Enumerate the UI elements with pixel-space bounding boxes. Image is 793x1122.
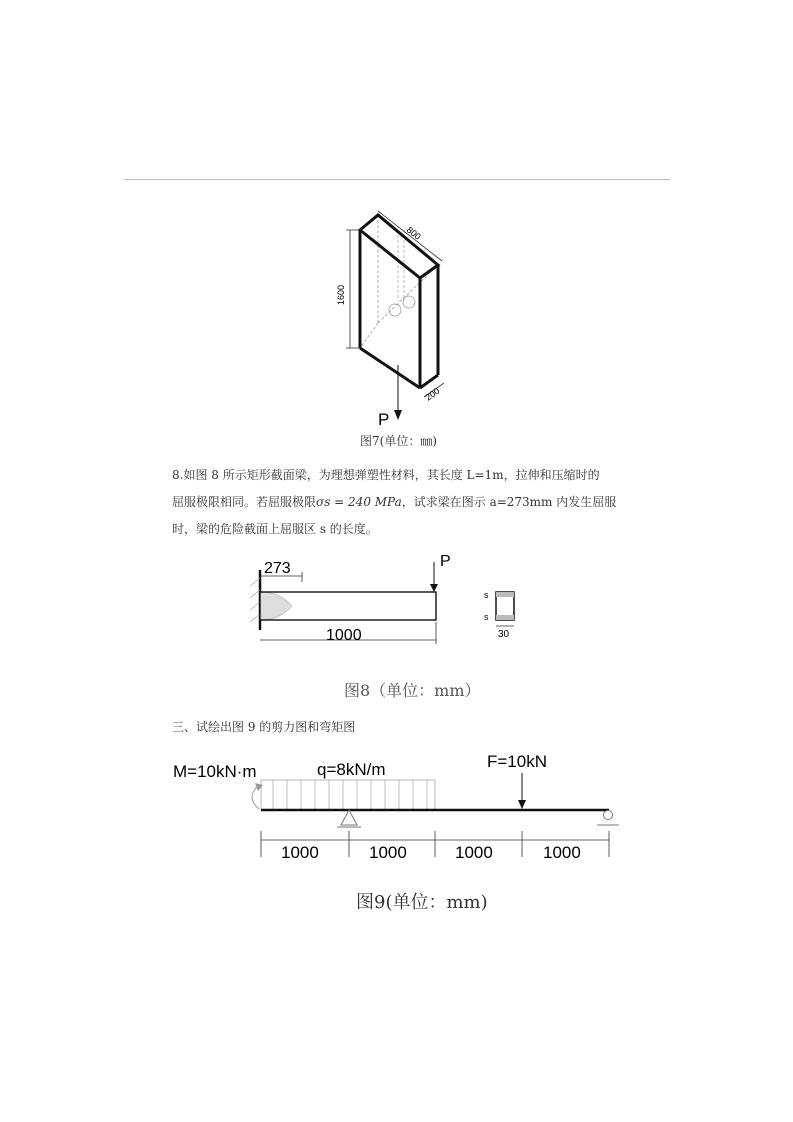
load-p-label: P <box>440 553 451 570</box>
moment-label: M=10kN·m <box>173 762 257 781</box>
section-yield-bottom <box>496 615 514 620</box>
section-3-heading: 三、试绘出图 9 的剪力图和弯矩图 <box>172 720 356 734</box>
load-arrow-head <box>430 584 438 592</box>
dim-200-label: 200 <box>423 385 442 403</box>
dim-273-label: 273 <box>264 560 291 577</box>
problem-8-line-2 <box>172 489 632 516</box>
problem-8-line-2-start: 屈服极限相同。若屈服极限 <box>172 495 317 509</box>
problem-8-line-1: 8.如图 8 所示矩形截面梁，为理想弹塑性材料，其长度 L=1m，拉伸和压缩时的 <box>172 468 600 482</box>
span-1-label: 1000 <box>281 843 319 862</box>
dim-1600-label: 1600 <box>336 284 346 305</box>
span-2-label: 1000 <box>369 843 407 862</box>
problem-8-line-3: 时，梁的危险截面上屈服区 s 的长度。 <box>172 522 378 536</box>
hidden-edge <box>378 265 438 323</box>
problem-8-line-2-end: ，试求梁在图示 a=273mm 内发生屈服 <box>401 495 617 509</box>
front-bottom-edge <box>360 348 420 388</box>
top-face <box>360 215 438 278</box>
span-3-label: 1000 <box>455 843 493 862</box>
section-yield-top <box>496 592 514 597</box>
dim-800-label: 800 <box>404 224 423 242</box>
yield-zone <box>260 592 292 620</box>
figure-7-diagram <box>320 205 480 430</box>
point-load-arrow-head <box>518 800 526 809</box>
distributed-load-arrows <box>273 780 427 810</box>
section-s-top-label: s <box>484 590 489 600</box>
point-load-label: F=10kN <box>487 752 547 771</box>
distributed-load-label: q=8kN/m <box>317 760 386 779</box>
roller-support <box>604 811 613 820</box>
figure-8-diagram <box>240 548 530 658</box>
load-p-label: P <box>378 410 390 429</box>
header-rule <box>124 179 670 180</box>
load-arrow-head <box>394 410 402 420</box>
hole-circle <box>389 304 401 316</box>
figure-8-caption: 图8（单位：mm） <box>344 681 481 700</box>
figure-7-caption: 图7(单位：㎜) <box>360 434 437 448</box>
hidden-edge <box>360 323 378 348</box>
section-s-bottom-label: s <box>484 612 489 622</box>
section-30-label: 30 <box>498 629 510 640</box>
yield-formula: σs = 240 MPa <box>316 495 402 509</box>
pin-support <box>341 810 357 825</box>
span-4-label: 1000 <box>543 843 581 862</box>
dim-1000-label: 1000 <box>326 627 362 644</box>
hole-circle <box>403 296 415 308</box>
wall-hatching <box>250 578 260 622</box>
figure-9-caption: 图9(单位：mm) <box>356 892 488 913</box>
figure-9-diagram <box>165 745 635 870</box>
